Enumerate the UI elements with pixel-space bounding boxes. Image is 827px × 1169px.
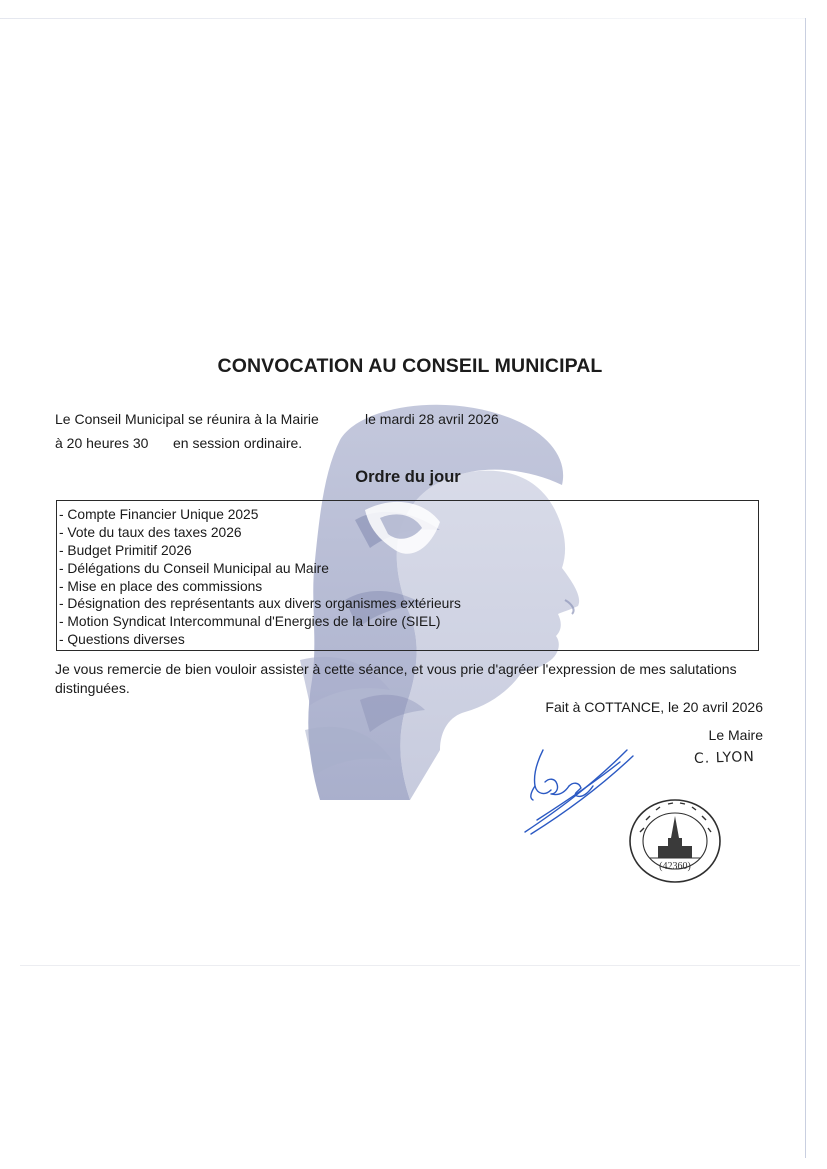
scan-edge-top [0,18,806,19]
signatory-name: C. LYON [693,748,756,768]
place-and-date: Fait à COTTANCE, le 20 avril 2026 [545,699,763,715]
meeting-date: le mardi 28 avril 2026 [365,411,499,427]
agenda-item: - Désignation des représentants aux divers organismes extérieurs [59,596,461,612]
scan-line-bottom [20,965,800,966]
meeting-location: Le Conseil Municipal se réunira à la Mairie [55,411,319,427]
agenda-box [56,500,759,651]
agenda-item: - Délégations du Conseil Municipal au Maire [59,560,329,576]
agenda-item: - Budget Primitif 2026 [59,542,192,558]
agenda-item: - Mise en place des commissions [59,578,263,594]
mairie-stamp [628,798,722,884]
agenda-item: - Compte Financier Unique 2025 [59,507,259,522]
closing-paragraph: Je vous remercie de bien vouloir assister à cette séance, et vous prie d'agréer l'expression de mes salutations distinguées. [55,661,737,696]
signature-icon [515,742,635,837]
agenda-item: - Vote du taux des taxes 2026 [59,524,242,540]
agenda-item: - Motion Syndicat Intercommunal d'Energies de la Loire (SIEL) [59,614,441,630]
meeting-time: à 20 heures 30 [55,435,149,451]
meeting-session: en session ordinaire. [173,435,303,451]
stamp-code: (42360) [659,861,691,872]
signatory-role: Le Maire [708,727,763,743]
agenda-heading: Ordre du jour [355,468,461,486]
agenda-item: - Questions diverses [59,632,185,648]
scan-edge-right [805,18,806,1158]
document-title: CONVOCATION AU CONSEIL MUNICIPAL [217,355,603,377]
